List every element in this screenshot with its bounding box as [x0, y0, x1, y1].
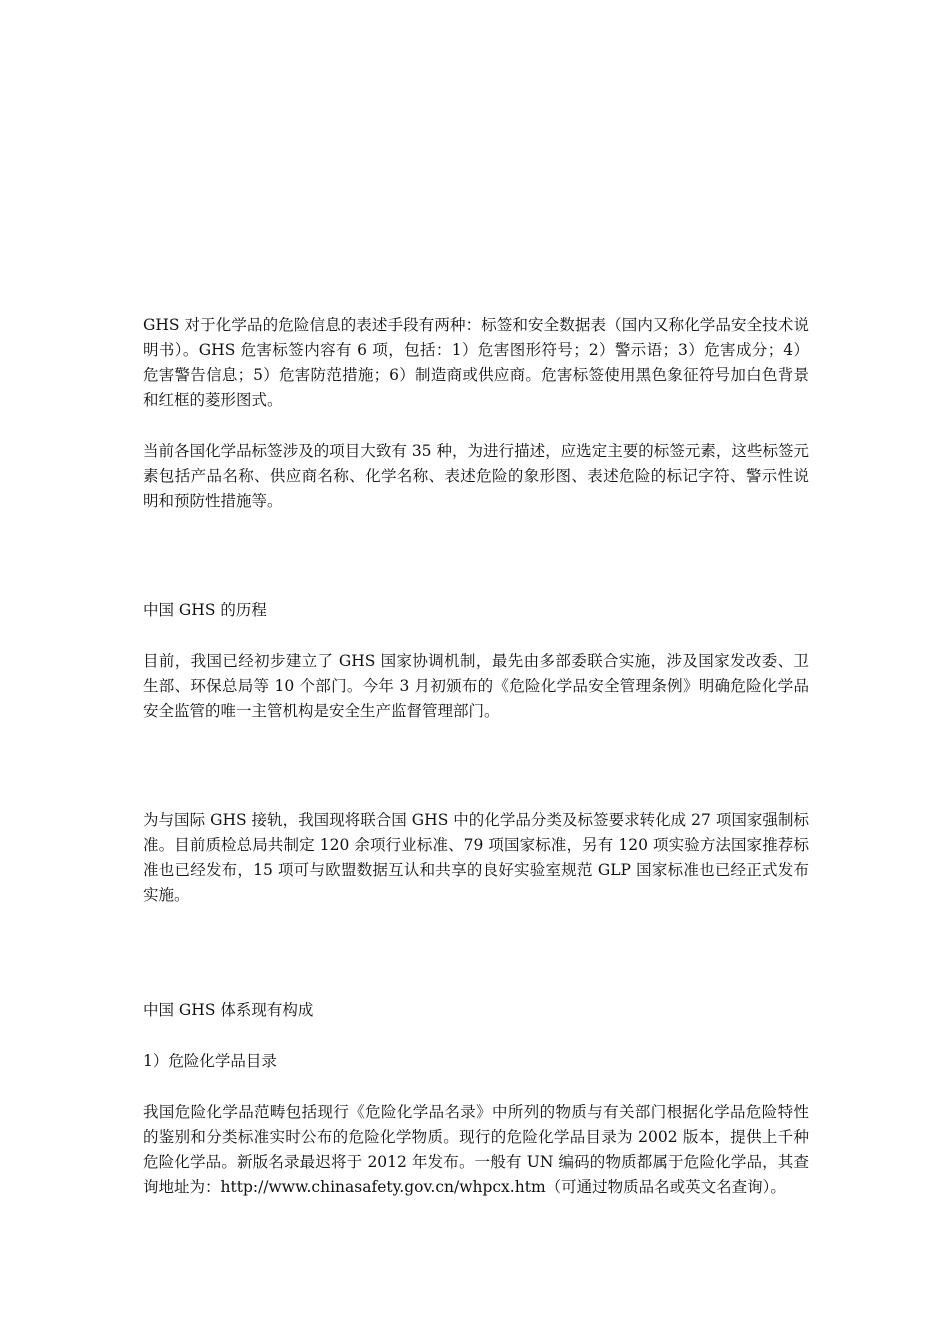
document-body	[143, 313, 809, 1200]
spacer	[143, 724, 809, 808]
spacer	[143, 623, 809, 649]
spacer	[143, 413, 809, 439]
paragraph-coordination-mechanism: 目前，我国已经初步建立了 GHS 国家协调机制，最先由多部委联合实施，涉及国家发改委、卫生部、环保总局等 10 个部门。今年 3 月初颁布的《危险化学品安全管理条例》明确危险化学品安全监管的唯一主管机构是安全生产监督管理部门。	[143, 652, 809, 720]
paragraph-hazardous-chemicals-scope: 我国危险化学品范畴包括现行《危险化学品名录》中所列的物质与有关部门根据化学品危险特性的鉴别和分类标准实时公布的危险化学物质。现行的危险化学品目录为 2002 版本，提供上千种危险化学品。新版名录最迟将于 2012 年发布。一般有 UN 编码的物质都属于危险化学品，其查询地址为：http://www.chinasafety.gov.cn/whpcx.htm（可通过物质品名或英文名查询）。	[143, 1103, 809, 1196]
heading-china-ghs-history: 中国 GHS 的历程	[143, 601, 267, 619]
subheading-hazardous-chemicals-catalog: 1）危险化学品目录	[143, 1052, 277, 1070]
spacer	[143, 1023, 809, 1049]
paragraph-national-standards: 为与国际 GHS 接轨，我国现将联合国 GHS 中的化学品分类及标签要求转化成 27 项国家强制标准。目前质检总局共制定 120 余项行业标准、79 项国家标准，另有 120 项实验方法国家推荐标准也已经发布，15 项可与欧盟数据互认和共享的良好实验室规范 GLP 国家标准也已经正式发布实施。	[143, 811, 809, 904]
heading-china-ghs-structure: 中国 GHS 体系现有构成	[143, 1001, 314, 1019]
paragraph-ghs-hazard-info: GHS 对于化学品的危险信息的表述手段有两种：标签和安全数据表（国内又称化学品安全技术说明书）。GHS 危害标签内容有 6 项，包括：1）危害图形符号；2）警示语；3）危害成分；4）危害警告信息；5）危害防范措施；6）制造商或供应商。危害标签使用黑色象征符号加白色背景和红框的菱形图式。	[143, 316, 809, 409]
spacer	[143, 514, 809, 598]
spacer	[143, 1074, 809, 1100]
spacer	[143, 908, 809, 998]
paragraph-label-elements: 当前各国化学品标签涉及的项目大致有 35 种，为进行描述，应选定主要的标签元素，这些标签元素包括产品名称、供应商名称、化学名称、表述危险的象形图、表述危险的标记字符、警示性说明和预防性措施等。	[143, 442, 809, 510]
